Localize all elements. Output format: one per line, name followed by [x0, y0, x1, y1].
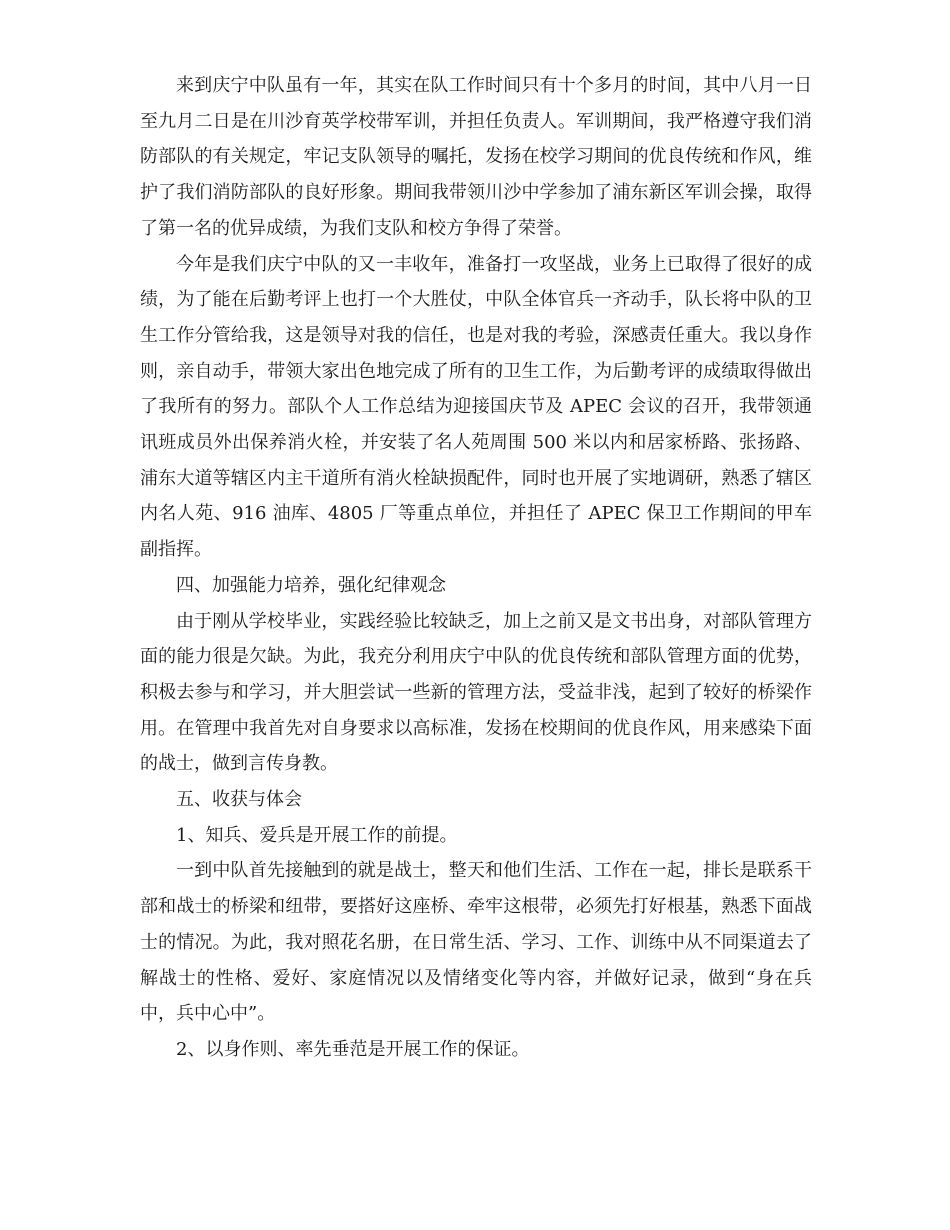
section-heading-gains: 五、收获与体会 — [176, 789, 302, 811]
paragraph-know-soldiers: 一到中队首先接触到的就是战士，整天和他们生活、工作在一起，排长是联系干部和战士的桥梁和纽带，要搭好这座桥、牵牢这根带，必须先打好根基，熟悉下面战士的情况。为此，我对照花名册，在日常生活、学习、工作、训练中从不同渠道去了解战士的性格、爱好、家庭情况以及情绪变化等内容，并做好记录，做到“身在兵中，兵中心中”。 — [140, 860, 812, 1025]
paragraph-ability-training: 由于刚从学校毕业，实践经验比较缺乏，加上之前又是文书出身，对部队管理方面的能力很是欠缺。为此，我充分利用庆宁中队的优良传统和部队管理方面的优势，积极去参与和学习，并大胆尝试一些新的管理方法，受益非浅，起到了较好的桥梁作用。在管理中我首先对自身要求以高标准，发扬在校期间的优良作风，用来感染下面的战士，做到言传身教。 — [140, 610, 812, 775]
paragraph-military-training: 来到庆宁中队虽有一年，其实在队工作时间只有十个多月的时间，其中八月一日至九月二日是在川沙育英学校带军训，并担任负责人。军训期间，我严格遵守我们消防部队的有关规定，牢记支队领导的嘱托，发扬在校学习期间的优良传统和作风，维护了我们消防部队的良好形象。期间我带领川沙中学参加了浦东新区军训会操，取得了第一名的优异成绩，为我们支队和校方争得了荣誉。 — [140, 75, 812, 239]
subheading-know-soldiers: 1、知兵、爱兵是开展工作的前提。 — [176, 824, 458, 846]
section-heading-ability: 四、加强能力培养，强化纪律观念 — [176, 574, 446, 596]
document-body — [140, 68, 812, 1068]
subheading-lead-by-example: 2、以身作则、率先垂范是开展工作的保证。 — [176, 1038, 530, 1060]
paragraph-harvest-year: 今年是我们庆宁中队的又一丰收年，准备打一攻坚战，业务上已取得了很好的成绩，为了能在后勤考评上也打一个大胜仗，中队全体官兵一齐动手，队长将中队的卫生工作分管给我，这是领导对我的信任，也是对我的考验，深感责任重大。我以身作则，亲自动手，带领大家出色地完成了所有的卫生工作，为后勤考评的成绩取得做出了我所有的努力。部队个人工作总结为迎接国庆节及 APEC 会议的召开，我带领通讯班成员外出保养消火栓，并安装了名人苑周围 500 米以内和居家桥路、张扬路、浦东大道等辖区内主干道所有消火栓缺损配件，同时也开展了实地调研，熟悉了辖区内名人苑、916 油库、4805 厂等重点单位，并担任了 APEC 保卫工作期间的甲车副指挥。 — [140, 253, 812, 561]
